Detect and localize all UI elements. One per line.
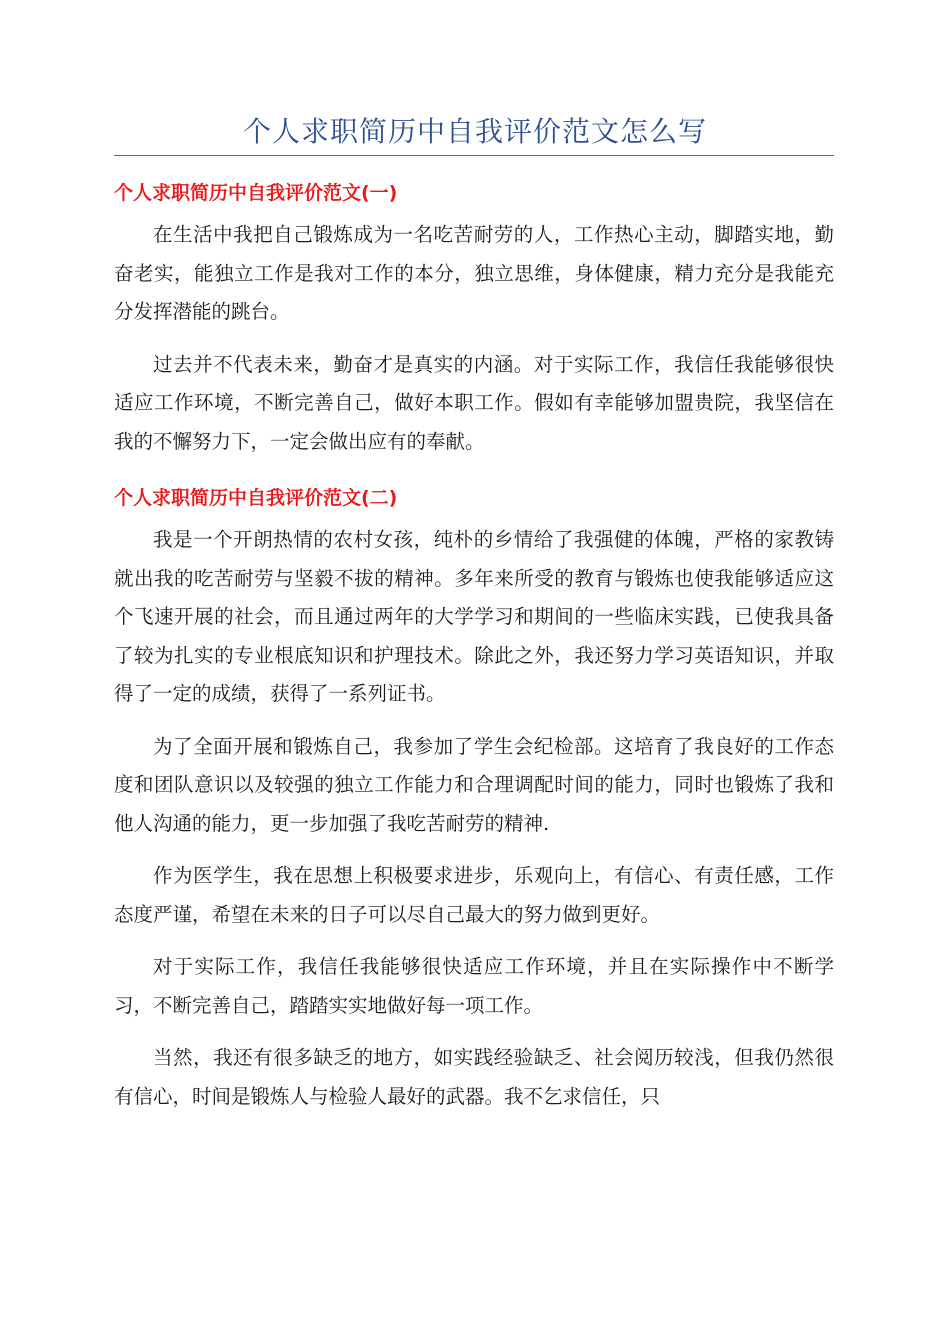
paragraph: 在生活中我把自己锻炼成为一名吃苦耐劳的人，工作热心主动，脚踏实地，勤奋老实，能独立工作是我对工作的本分，独立思维，身体健康，精力充分是我能充分发挥潜能的跳台。 [114,223,834,323]
section-two [114,475,834,1116]
paragraph: 作为医学生，我在思想上积极要求进步，乐观向上，有信心、有责任感，工作态度严谨，希望在未来的日子可以尽自己最大的努力做到更好。 [114,864,834,926]
paragraph: 对于实际工作，我信任我能够很快适应工作环境，并且在实际操作中不断学习，不断完善自己，踏踏实实地做好每一项工作。 [114,955,834,1017]
title-divider [114,155,834,156]
paragraph: 当然，我还有很多缺乏的地方，如实践经验缺乏、社会阅历较浅，但我仍然很有信心，时间是锻炼人与检验人最好的武器。我不乞求信任，只 [114,1046,834,1108]
section-heading: 个人求职简历中自我评价范文(二) [114,487,398,509]
document-body [114,170,834,1130]
paragraph: 我是一个开朗热情的农村女孩，纯朴的乡情给了我强健的体魄，严格的家教铸就出我的吃苦耐劳与坚毅不拔的精神。多年来所受的教育与锻炼也使我能够适应这个飞速开展的社会，而且通过两年的大学学习和期间的一些临床实践，已使我具备了较为扎实的专业根底知识和护理技术。除此之外，我还努力学习英语知识，并取得了一定的成绩，获得了一系列证书。 [114,528,834,705]
section-heading: 个人求职简历中自我评价范文(一) [114,182,398,204]
page-title: 个人求职简历中自我评价范文怎么写 [242,115,707,148]
paragraph: 为了全面开展和锻炼自己，我参加了学生会纪检部。这培育了我良好的工作态度和团队意识以及较强的独立工作能力和合理调配时间的能力，同时也锻炼了我和他人沟通的能力，更一步加强了我吃苦耐劳的精神. [114,734,834,835]
section-one [114,170,834,461]
paragraph: 过去并不代表未来，勤奋才是真实的内涵。对于实际工作，我信任我能够很快适应工作环境，不断完善自己，做好本职工作。假如有幸能够加盟贵院，我坚信在我的不懈努力下，一定会做出应有的奉献。 [114,352,834,453]
